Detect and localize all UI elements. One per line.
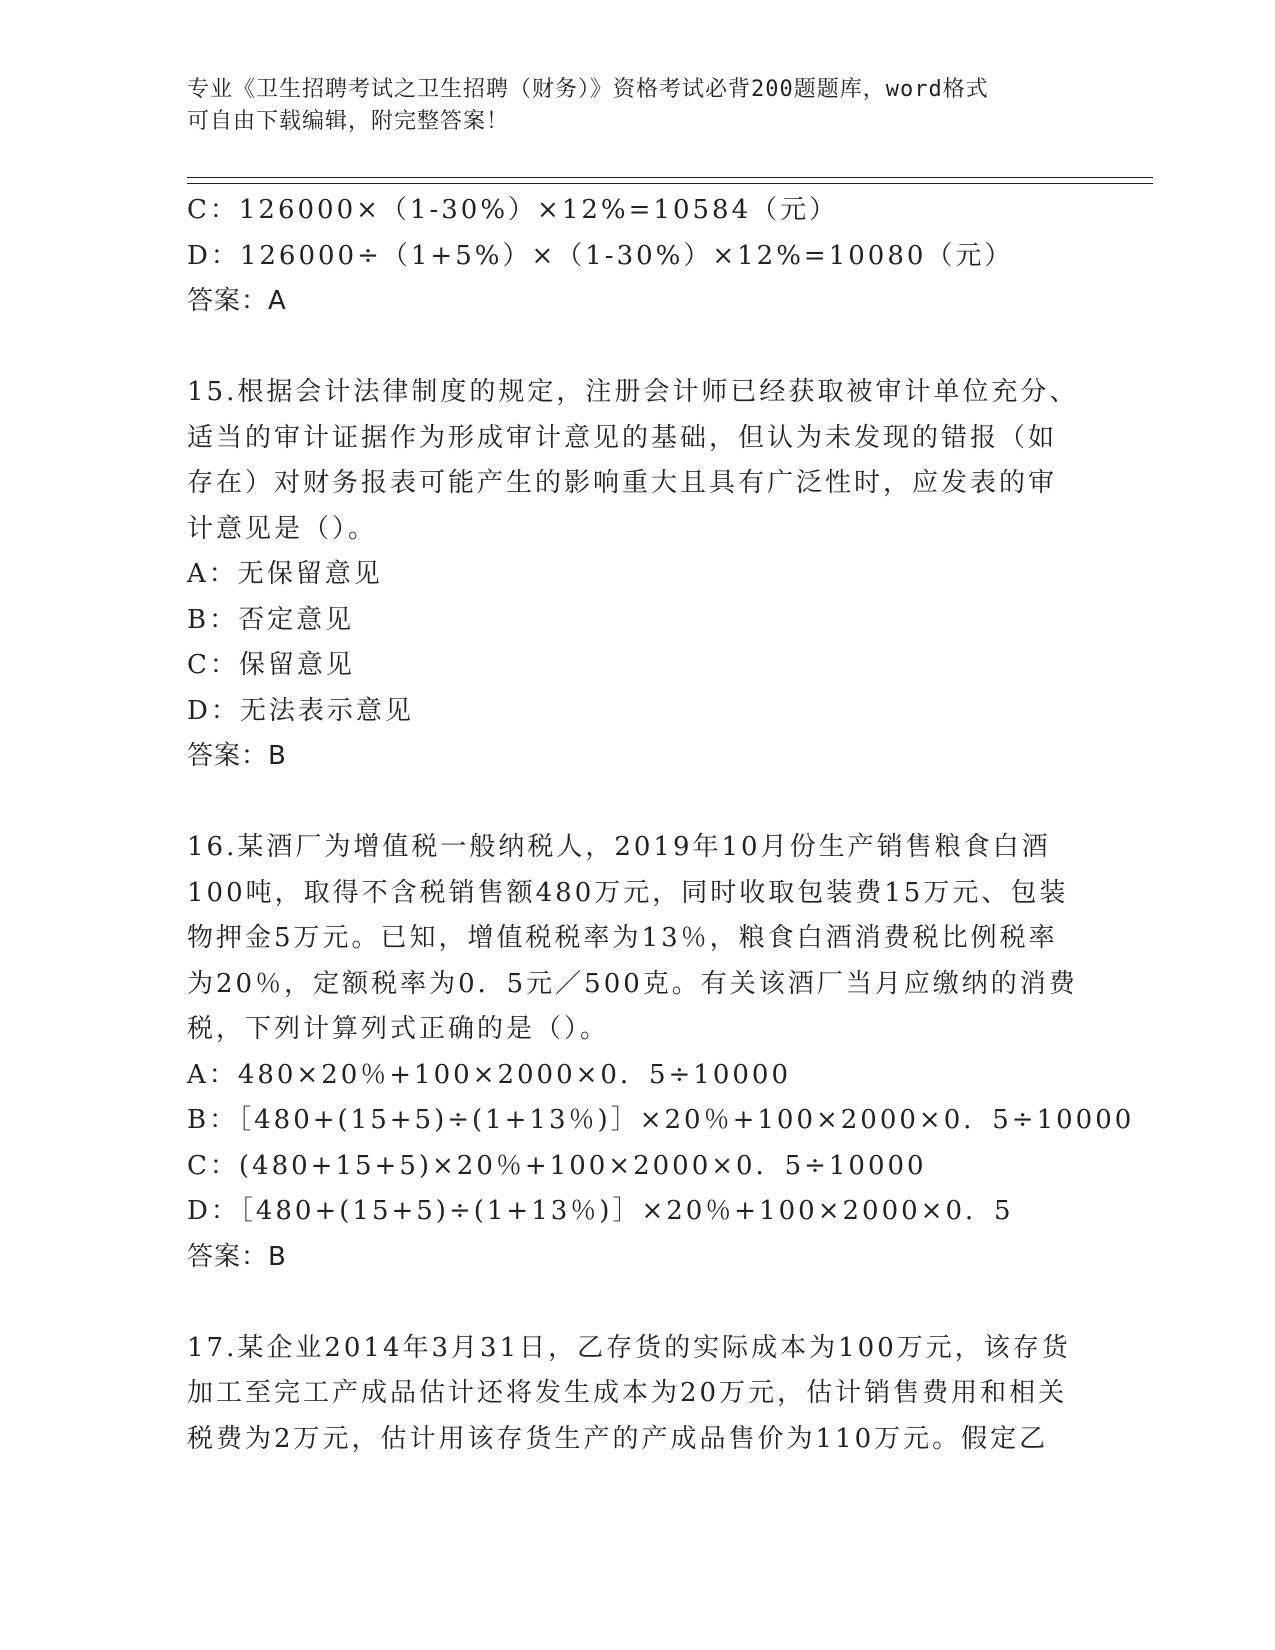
question-17 bbox=[187, 1326, 1077, 1463]
option-c: C：126000×（1-30%）×12%=10584（元） bbox=[187, 195, 839, 225]
option-b: B：［480+(15+5)÷(1+13％)］×20％+100×2000×0．5÷10000 bbox=[187, 1105, 1135, 1135]
question-stem-line: 物押金5万元。已知，增值税税率为13％，粮食白酒消费税比例税率 bbox=[187, 923, 1058, 953]
answer-label: 答案：B bbox=[187, 741, 287, 771]
question-stem-line: 适当的审计证据作为形成审计意见的基础，但认为未发现的错报（如 bbox=[187, 422, 1058, 453]
document-header bbox=[187, 74, 1067, 138]
option-c: C：保留意见 bbox=[187, 650, 355, 680]
header-divider-bottom bbox=[187, 183, 1153, 184]
spacer bbox=[187, 325, 1077, 371]
header-line-1: 专业《卫生招聘考试之卫生招聘（财务）》资格考试必背200题题库，word格式 bbox=[187, 77, 989, 102]
question-14-tail bbox=[187, 188, 1077, 325]
question-15 bbox=[187, 370, 1077, 780]
question-stem-line: 100吨，取得不含税销售额480万元，同时收取包装费15万元、包装 bbox=[187, 877, 1069, 908]
question-stem-line: 16.某酒厂为增值税一般纳税人，2019年10月份生产销售粮食白酒 bbox=[187, 832, 1051, 862]
spacer bbox=[187, 1280, 1077, 1326]
answer-label: 答案：B bbox=[187, 1241, 287, 1272]
option-a: A：480×20％+100×2000×0．5÷10000 bbox=[187, 1059, 792, 1090]
question-stem-line: 15.根据会计法律制度的规定，注册会计师已经获取被审计单位充分、 bbox=[187, 377, 1079, 407]
option-d: D：126000÷（1+5%）×（1-30%）×12%=10080（元） bbox=[187, 240, 1014, 271]
answer-label: 答案：A bbox=[187, 286, 287, 316]
question-stem-line: 存在）对财务报表可能产生的影响重大且具有广泛性时，应发表的审 bbox=[187, 468, 1058, 498]
question-stem-line: 计意见是（）。 bbox=[187, 513, 378, 544]
document-body bbox=[187, 188, 1135, 1462]
option-c: C：(480+15+5)×20％+100×2000×0．5÷10000 bbox=[187, 1150, 927, 1181]
header-divider-top bbox=[187, 177, 1153, 178]
question-stem-line: 税，下列计算列式正确的是（）。 bbox=[187, 1014, 610, 1044]
option-b: B：否定意见 bbox=[187, 604, 355, 635]
header-line-2: 可自由下载编辑，附完整答案！ bbox=[187, 109, 510, 134]
question-stem-line: 加工至完工产成品估计还将发生成本为20万元，估计销售费用和相关 bbox=[187, 1378, 1068, 1408]
spacer bbox=[187, 780, 1077, 826]
question-stem-line: 17.某企业2014年3月31日，乙存货的实际成本为100万元，该存货 bbox=[187, 1332, 1071, 1363]
option-d: D：无法表示意见 bbox=[187, 695, 414, 726]
question-stem-line: 税费为2万元，估计用该存货生产的产成品售价为110万元。假定乙 bbox=[187, 1423, 1049, 1454]
question-16 bbox=[187, 825, 1135, 1280]
question-stem-line: 为20％，定额税率为0．5元／500克。有关该酒厂当月应缴纳的消费 bbox=[187, 968, 1078, 999]
option-a: A：无保留意见 bbox=[187, 559, 383, 589]
option-d: D：［480+(15+5)÷(1+13％)］×20％+100×2000×0．5 bbox=[187, 1196, 1014, 1226]
